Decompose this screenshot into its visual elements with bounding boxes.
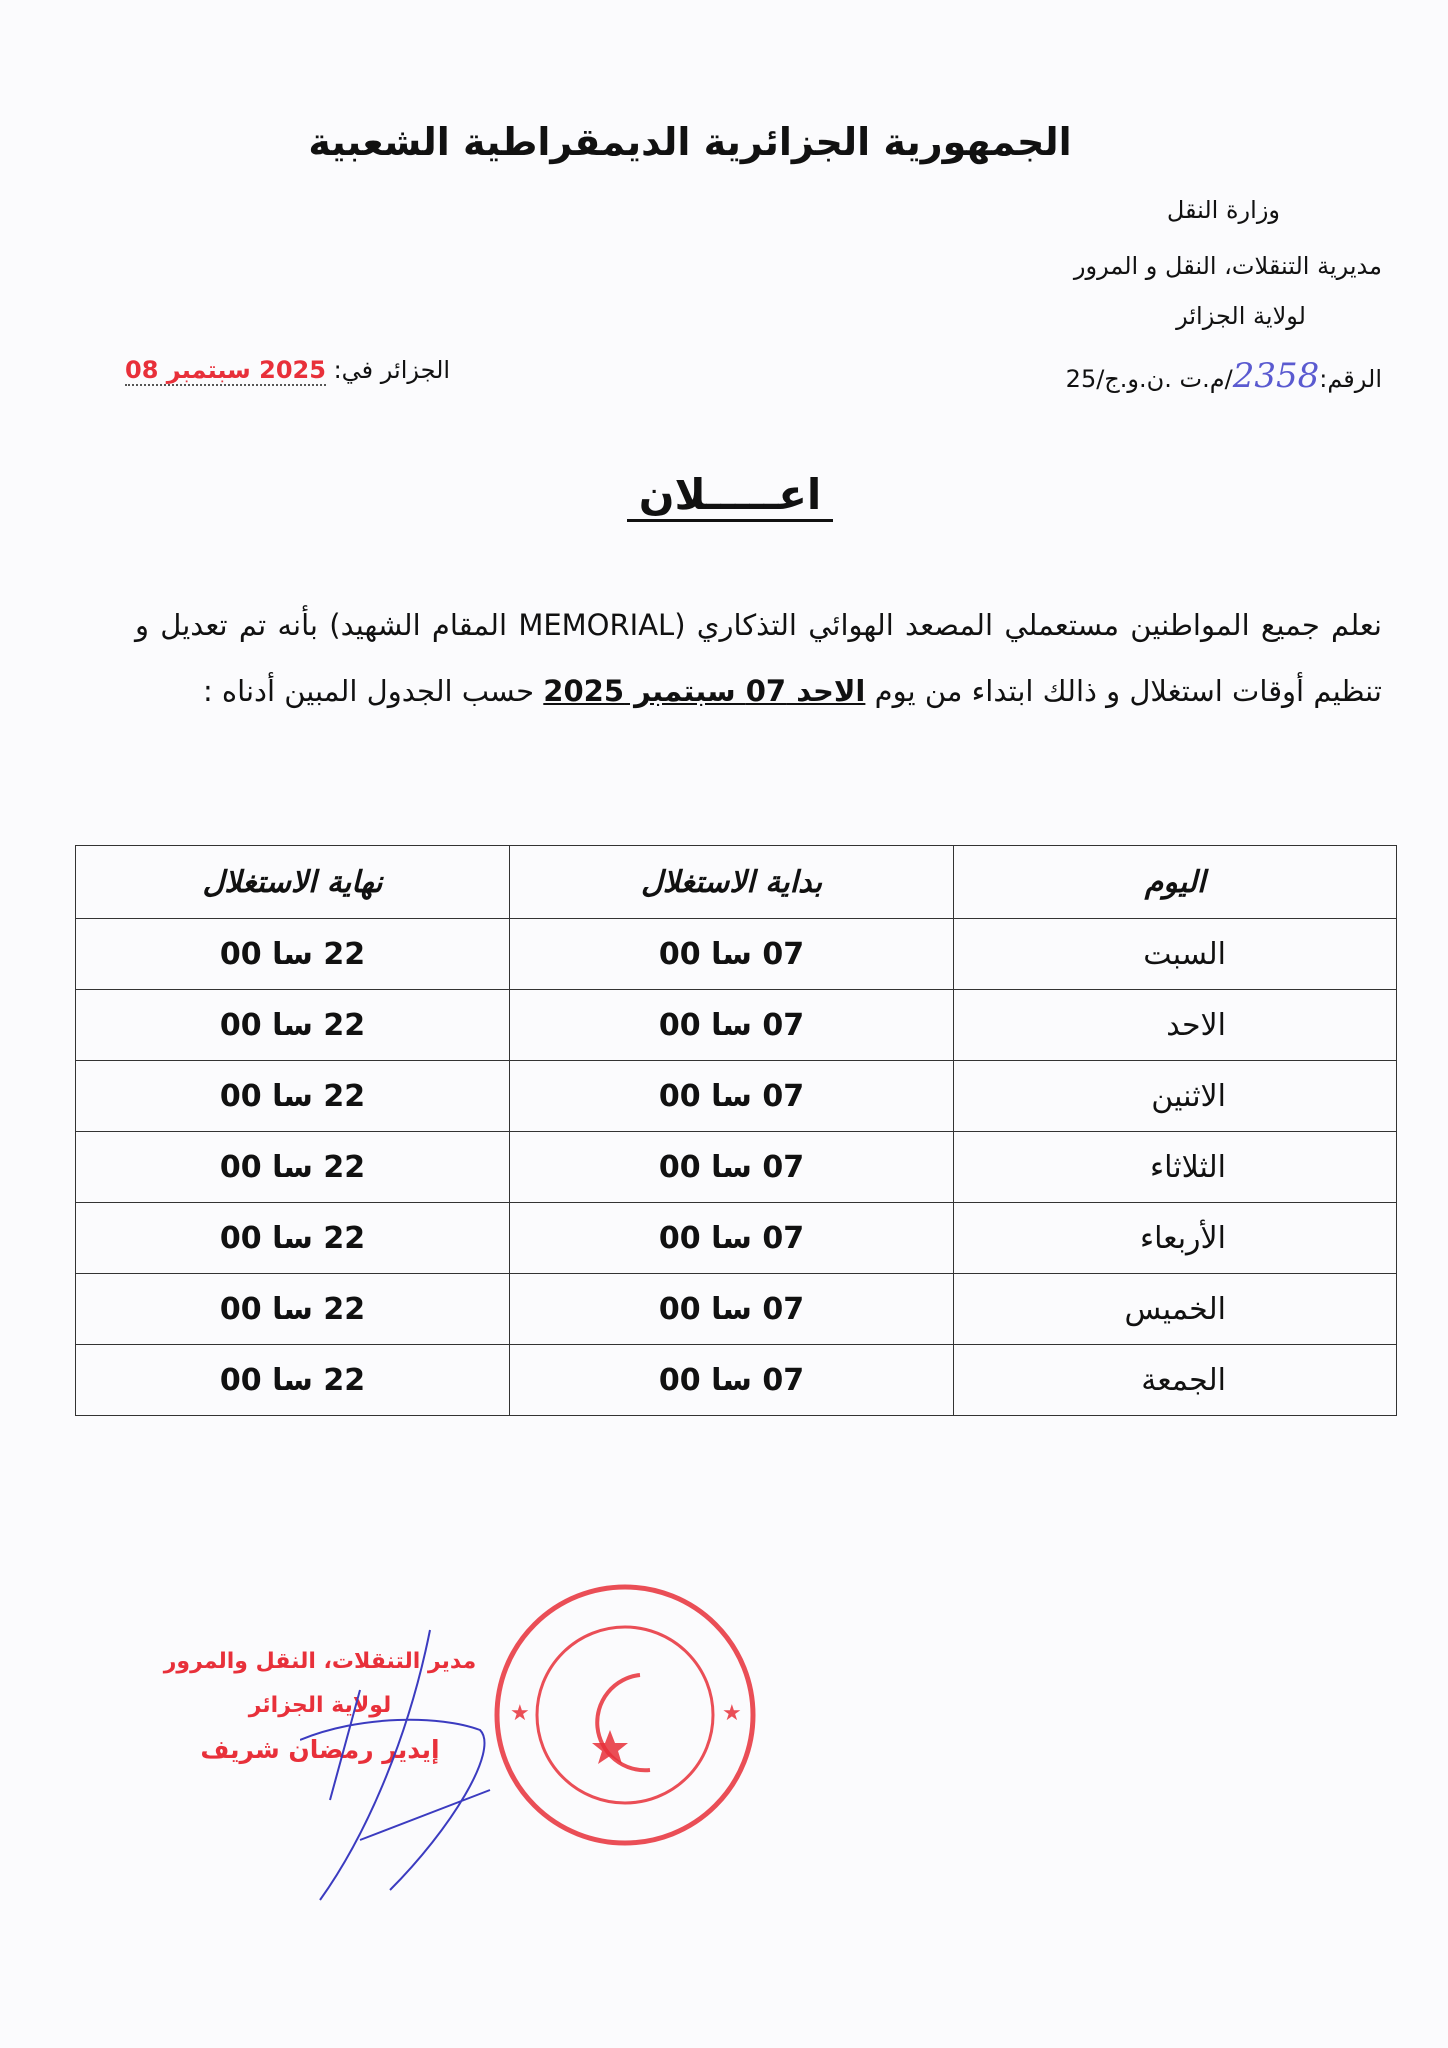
ref-number: 2358: [1232, 356, 1320, 396]
place-label: الجزائر في:: [333, 356, 451, 384]
end-time-cell: 22 سا 00: [76, 1274, 510, 1345]
end-time-cell: 22 سا 00: [76, 919, 510, 990]
svg-text:★: ★: [510, 1701, 530, 1726]
header-end: نهاية الاستغلال: [76, 846, 510, 919]
day-cell: الخميس: [954, 1274, 1397, 1345]
table-row: [76, 1061, 1397, 1132]
header-start: بداية الاستغلال: [510, 846, 954, 919]
body-text-before: نعلم جميع المواطنين مستعملي المصعد الهوائي التذكاري (MEMORIAL المقام الشهيد) بأنه تم تعديل و تنظيم أوقات استغلال و ذالك ابتداء من يوم: [135, 608, 1382, 708]
day-cell: الأربعاء: [954, 1203, 1397, 1274]
announcement-body: [135, 592, 1382, 724]
start-time-cell: 07 سا 00: [510, 1274, 954, 1345]
day-cell: الجمعة: [954, 1345, 1397, 1416]
start-time-cell: 07 سا 00: [510, 990, 954, 1061]
announcement-title-text: اعـــــلان: [627, 470, 834, 522]
body-text-after: حسب الجدول المبين أدناه :: [202, 674, 544, 708]
start-time-cell: 07 سا 00: [510, 1345, 954, 1416]
ref-suffix: /م.ت .ن.و.ج/25: [1065, 365, 1233, 393]
directorate-name: مديرية التنقلات، النقل و المرور: [1073, 252, 1382, 280]
schedule-table: [75, 845, 1397, 1416]
end-time-cell: 22 سا 00: [76, 1345, 510, 1416]
table-row: [76, 1203, 1397, 1274]
signature-wilaya: لولاية الجزائر: [248, 1693, 392, 1718]
table-row: [76, 990, 1397, 1061]
reference-line: [1066, 356, 1382, 396]
ministry-name: وزارة النقل: [1166, 196, 1280, 224]
svg-text:★: ★: [722, 1701, 742, 1726]
end-time-cell: 22 سا 00: [76, 990, 510, 1061]
table-header-row: [76, 846, 1397, 919]
date-stamp: 2025 سبتمبر 08: [125, 356, 326, 384]
day-cell: الثلاثاء: [954, 1132, 1397, 1203]
table-row: [76, 1132, 1397, 1203]
table-row: [76, 1274, 1397, 1345]
end-time-cell: 22 سا 00: [76, 1132, 510, 1203]
signature-title: مدير التنقلات، النقل والمرور: [163, 1649, 477, 1674]
start-time-cell: 07 سا 00: [510, 1203, 954, 1274]
day-cell: الاثنين: [954, 1061, 1397, 1132]
end-time-cell: 22 سا 00: [76, 1203, 510, 1274]
announcement-title: [0, 470, 1448, 519]
date-line: [125, 356, 450, 384]
day-cell: السبت: [954, 919, 1397, 990]
table-row: [76, 1345, 1397, 1416]
start-time-cell: 07 سا 00: [510, 1132, 954, 1203]
end-time-cell: 22 سا 00: [76, 1061, 510, 1132]
republic-title: الجمهورية الجزائرية الديمقراطية الشعبية: [308, 120, 1072, 164]
table-row: [76, 919, 1397, 990]
day-cell: الاحد: [954, 990, 1397, 1061]
signatory-name: إيدير رمضان شريف: [200, 1735, 440, 1764]
start-time-cell: 07 سا 00: [510, 919, 954, 990]
official-stamp: [490, 1580, 760, 1850]
start-date: الاحد 07 سبتمبر 2025: [543, 674, 866, 708]
wilaya-name: لولاية الجزائر: [1176, 302, 1306, 330]
header-day: اليوم: [954, 846, 1397, 919]
ref-label: الرقم:: [1319, 365, 1382, 393]
start-time-cell: 07 سا 00: [510, 1061, 954, 1132]
